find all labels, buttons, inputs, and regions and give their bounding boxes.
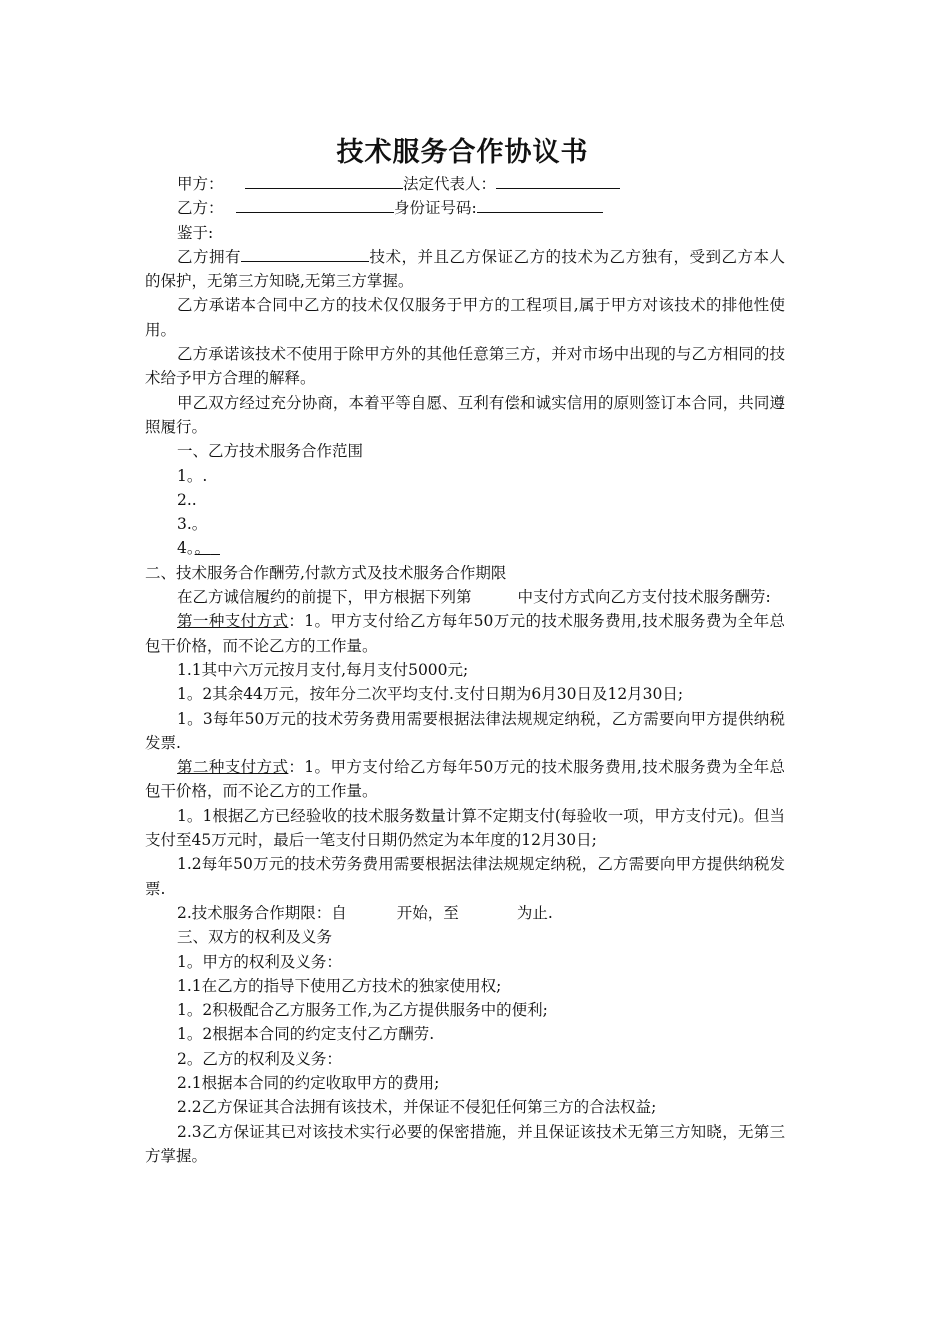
- party-b-duty-3: 2.3乙方保证其已对该技术实行必要的保密措施，并且保证该技术无第三方知晓，无第三方掌握。: [145, 1122, 785, 1165]
- party-b-label: 乙方：: [177, 199, 224, 218]
- id-number-label: 身份证号码:: [394, 199, 477, 218]
- payment-method-2-text: ：1。甲方支付给乙方每年50万元的技术服务费用,技术服务费为全年总包干价格，而不论乙方的工作量。: [145, 758, 785, 801]
- whereas-label: 鉴于:: [177, 223, 214, 242]
- payment-2-item-2: 1.2每年50万元的技术劳务费用需要根据法律法规规定纳税，乙方需要向甲方提供纳税发票.: [145, 855, 785, 898]
- id-number-blank: [477, 198, 603, 213]
- document-title: 技术服务合作协议书: [336, 137, 589, 168]
- service-term: [145, 901, 785, 925]
- payment-choice-prefix: 在乙方诚信履约的前提下，甲方根据下列第: [177, 588, 472, 607]
- scope-item-1: 1。.: [177, 466, 208, 485]
- party-a-duties-heading: 1。甲方的权利及义务：: [177, 952, 342, 971]
- legal-rep-blank: [496, 174, 620, 189]
- party-a-line: [145, 172, 785, 196]
- party-a-duty-2: 1。2积极配合乙方服务工作,为乙方提供服务中的便利;: [177, 1001, 548, 1020]
- payment-method-1-text: ：1。甲方支付给乙方每年50万元的技术服务费用,技术服务费为全年总包干价格，而不论乙方的工作量。: [145, 612, 785, 655]
- scope-item-4: [145, 536, 785, 560]
- payment-method-1-label: 第一种支付方式: [177, 612, 289, 631]
- term-start-label: 2.技术服务合作期限：自: [177, 903, 347, 922]
- tech-owned-prefix: 乙方拥有: [177, 247, 241, 266]
- scope-item-4-text: 。: [194, 539, 211, 558]
- party-a-duty-1: 1.1在乙方的指导下使用乙方技术的独家使用权;: [177, 976, 502, 995]
- payment-2-item-1: 1。1根据乙方已经验收的技术服务数量计算不定期支付(每验收一项，甲方支付元)。但当支付至45万元时，最后一笔支付日期仍然定为本年度的12月30日;: [145, 806, 785, 850]
- party-b-duty-1: 2.1根据本合同的约定收取甲方的费用;: [177, 1073, 440, 1092]
- party-b-line: [145, 196, 785, 220]
- tech-name-blank: [241, 247, 369, 262]
- paragraph-third-party: 乙方承诺该技术不使用于除甲方外的其他任意第三方，并对市场中出现的与乙方相同的技术给予甲方合理的解释。: [145, 345, 785, 388]
- scope-item-4-number: 4。: [177, 539, 195, 558]
- party-b-duty-2: 2.2乙方保证其合法拥有该技术，并保证不侵犯任何第三方的合法权益;: [177, 1098, 657, 1117]
- paragraph-agreement: 甲乙双方经过充分协商，本着平等自愿、互利有偿和诚实信用的原则签订本合同，共同遵照履行。: [145, 393, 785, 436]
- payment-1-item-2: 1。2其余44万元，按年分二次平均支付.支付日期为6月30日及12月30日;: [177, 685, 684, 704]
- party-a-blank: [245, 174, 403, 189]
- scope-item-4-underline: [210, 539, 220, 557]
- party-a-duty-3: 1。2根据本合同的约定支付乙方酬劳.: [177, 1025, 435, 1044]
- payment-1-item-3: 1。3每年50万元的技术劳务费用需要根据法律法规规定纳税，乙方需要向甲方提供纳税发票.: [145, 709, 785, 752]
- party-b-duties-heading: 2。乙方的权利及义务：: [177, 1049, 342, 1068]
- term-suffix: 为止.: [516, 903, 553, 922]
- party-b-blank: [236, 198, 394, 213]
- payment-choice-paragraph: [145, 585, 785, 609]
- legal-rep-label: 法定代表人：: [403, 175, 497, 193]
- payment-choice-suffix: 中支付方式向乙方支付技术服务酬劳:: [517, 588, 771, 607]
- paragraph-exclusive-use: 乙方承诺本合同中乙方的技术仅仅服务于甲方的工程项目,属于甲方对该技术的排他性使用。: [145, 296, 785, 339]
- payment-method-2: [145, 755, 785, 804]
- paragraph-tech-ownership: [145, 245, 785, 294]
- payment-method-2-label: 第二种支付方式: [177, 758, 289, 777]
- scope-item-2: 2..: [177, 490, 197, 509]
- tech-owned-text: 技术，并且乙方保证乙方的技术为乙方独有，受到乙方本人的保护，无第三方知晓,无第三方掌握。: [145, 247, 785, 291]
- section-3-heading: 三、双方的权利及义务: [177, 928, 333, 947]
- document-body: [145, 172, 785, 1168]
- scope-item-3: 3.。: [177, 515, 208, 534]
- payment-method-1: [145, 609, 785, 658]
- section-1-heading: 一、乙方技术服务合作范围: [177, 442, 364, 461]
- section-2-heading: 二、技术服务合作酬劳,付款方式及技术服务合作期限: [145, 563, 507, 582]
- party-a-label: 甲方：: [177, 175, 224, 193]
- payment-1-item-1: 1.1其中六万元按月支付,每月支付5000元;: [177, 660, 469, 679]
- term-end-label: 开始，至: [396, 903, 459, 922]
